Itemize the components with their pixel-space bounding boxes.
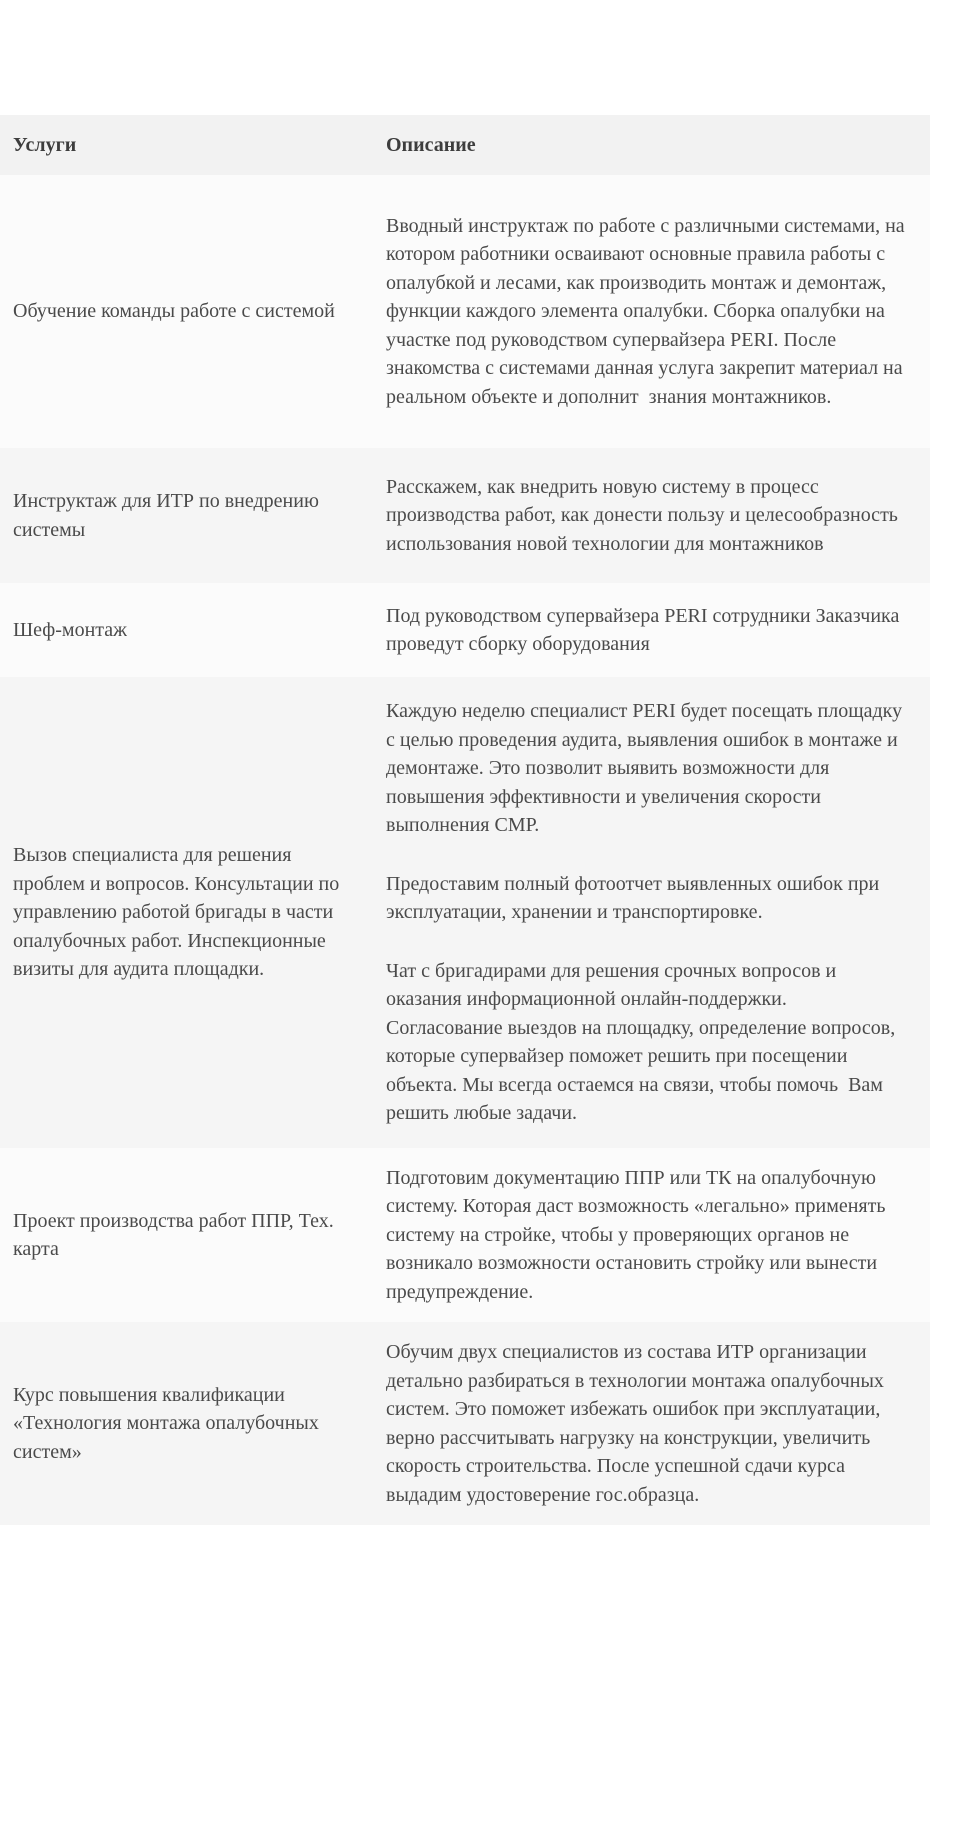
- service-name: Проект производства работ ППР, Тех. карта: [13, 1209, 339, 1260]
- table-row: [0, 175, 930, 448]
- service-name-cell: [0, 448, 373, 583]
- service-name: Шеф-монтаж: [13, 618, 127, 641]
- service-name-cell: [0, 1322, 373, 1525]
- service-name: Курс повышения квалификации «Технология монтажа опалубочных систем»: [13, 1383, 324, 1463]
- service-name-cell: [0, 583, 373, 677]
- service-name: Вызов специалиста для решения проблем и вопросов. Консультации по управлению работой бригады в части опалубочных работ. Инспекционные визиты для аудита площадки.: [13, 844, 345, 981]
- service-description-cell: [373, 1148, 930, 1322]
- service-description-cell: [373, 448, 930, 583]
- service-description-cell: [373, 583, 930, 677]
- table-row: [0, 583, 930, 677]
- service-name: Инструктаж для ИТР по внедрению системы: [13, 490, 324, 541]
- table-row: [0, 448, 930, 583]
- service-name-cell: [0, 175, 373, 448]
- service-description-paragraph: Под руководством супервайзера PERI сотрудники Заказчика проведут сборку оборудования: [386, 604, 905, 655]
- service-description-paragraph: Обучим двух специалистов из состава ИТР организации детально разбираться в технологии монтажа опалубочных систем. Это поможет избежать ошибок при эксплуатации, верно рассчитывать нагрузку на конструкции, увеличить скорость строительства. После успешной сдачи курса выдадим удостоверение гос.образца.: [386, 1341, 889, 1506]
- service-description-paragraph: Предоставим полный фотоотчет выявленных ошибок при эксплуатации, хранении и транспортировке.: [386, 872, 885, 924]
- service-description-cell: [373, 1322, 930, 1525]
- service-name: Обучение команды работе с системой: [13, 300, 335, 323]
- service-description-cell: [373, 677, 930, 1148]
- table-row: [0, 1322, 930, 1525]
- table-row: [0, 677, 930, 1148]
- service-description-paragraph: Вводный инструктаж по работе с различными системами, на котором работники осваивают основные правила работы с опалубкой и лесами, как производить монтаж и демонтаж, функции каждого элемента опалубки. Сборка опалубки на участке под руководством супервайзера PERI. После знакомства с системами данная услуга закрепит материал на реальном объекте и дополнит знания монтажников.: [386, 214, 910, 408]
- table-row: [0, 1148, 930, 1322]
- service-description-paragraph: Расскажем, как внедрить новую систему в процесс производства работ, как донести пользу и целесообразность использования новой технологии для монтажников: [386, 475, 903, 555]
- service-name-cell: [0, 677, 373, 1148]
- table-header-row: [0, 115, 930, 175]
- services-table: [0, 115, 930, 1525]
- service-description-paragraph: Каждую неделю специалист PERI будет посещать площадку с целью проведения аудита, выявления ошибок в монтаже и демонтаже. Это позволит выявить возможности для повышения эффективности и увеличения скорости выполнения СМР.: [386, 700, 908, 837]
- service-description-paragraph: Подготовим документацию ППР или ТК на опалубочную систему. Которая даст возможность «легально» применять систему на стройке, чтобы у проверяющих органов не возникало возможности остановить стройку или вынести предупреждение.: [386, 1166, 891, 1303]
- service-name-cell: [0, 1148, 373, 1322]
- service-description-cell: [373, 175, 930, 448]
- column-header-services: Услуги: [13, 133, 77, 156]
- column-header-description: Описание: [386, 133, 476, 156]
- service-description-paragraph: Чат с бригадирами для решения срочных вопросов и оказания информационной онлайн-поддержки. Согласование выездов на площадку, определение вопросов, которые супервайзер поможет решить при посещении объекта. Мы всегда остаемся на связи, чтобы помочь Вам решить любые задачи.: [386, 959, 901, 1125]
